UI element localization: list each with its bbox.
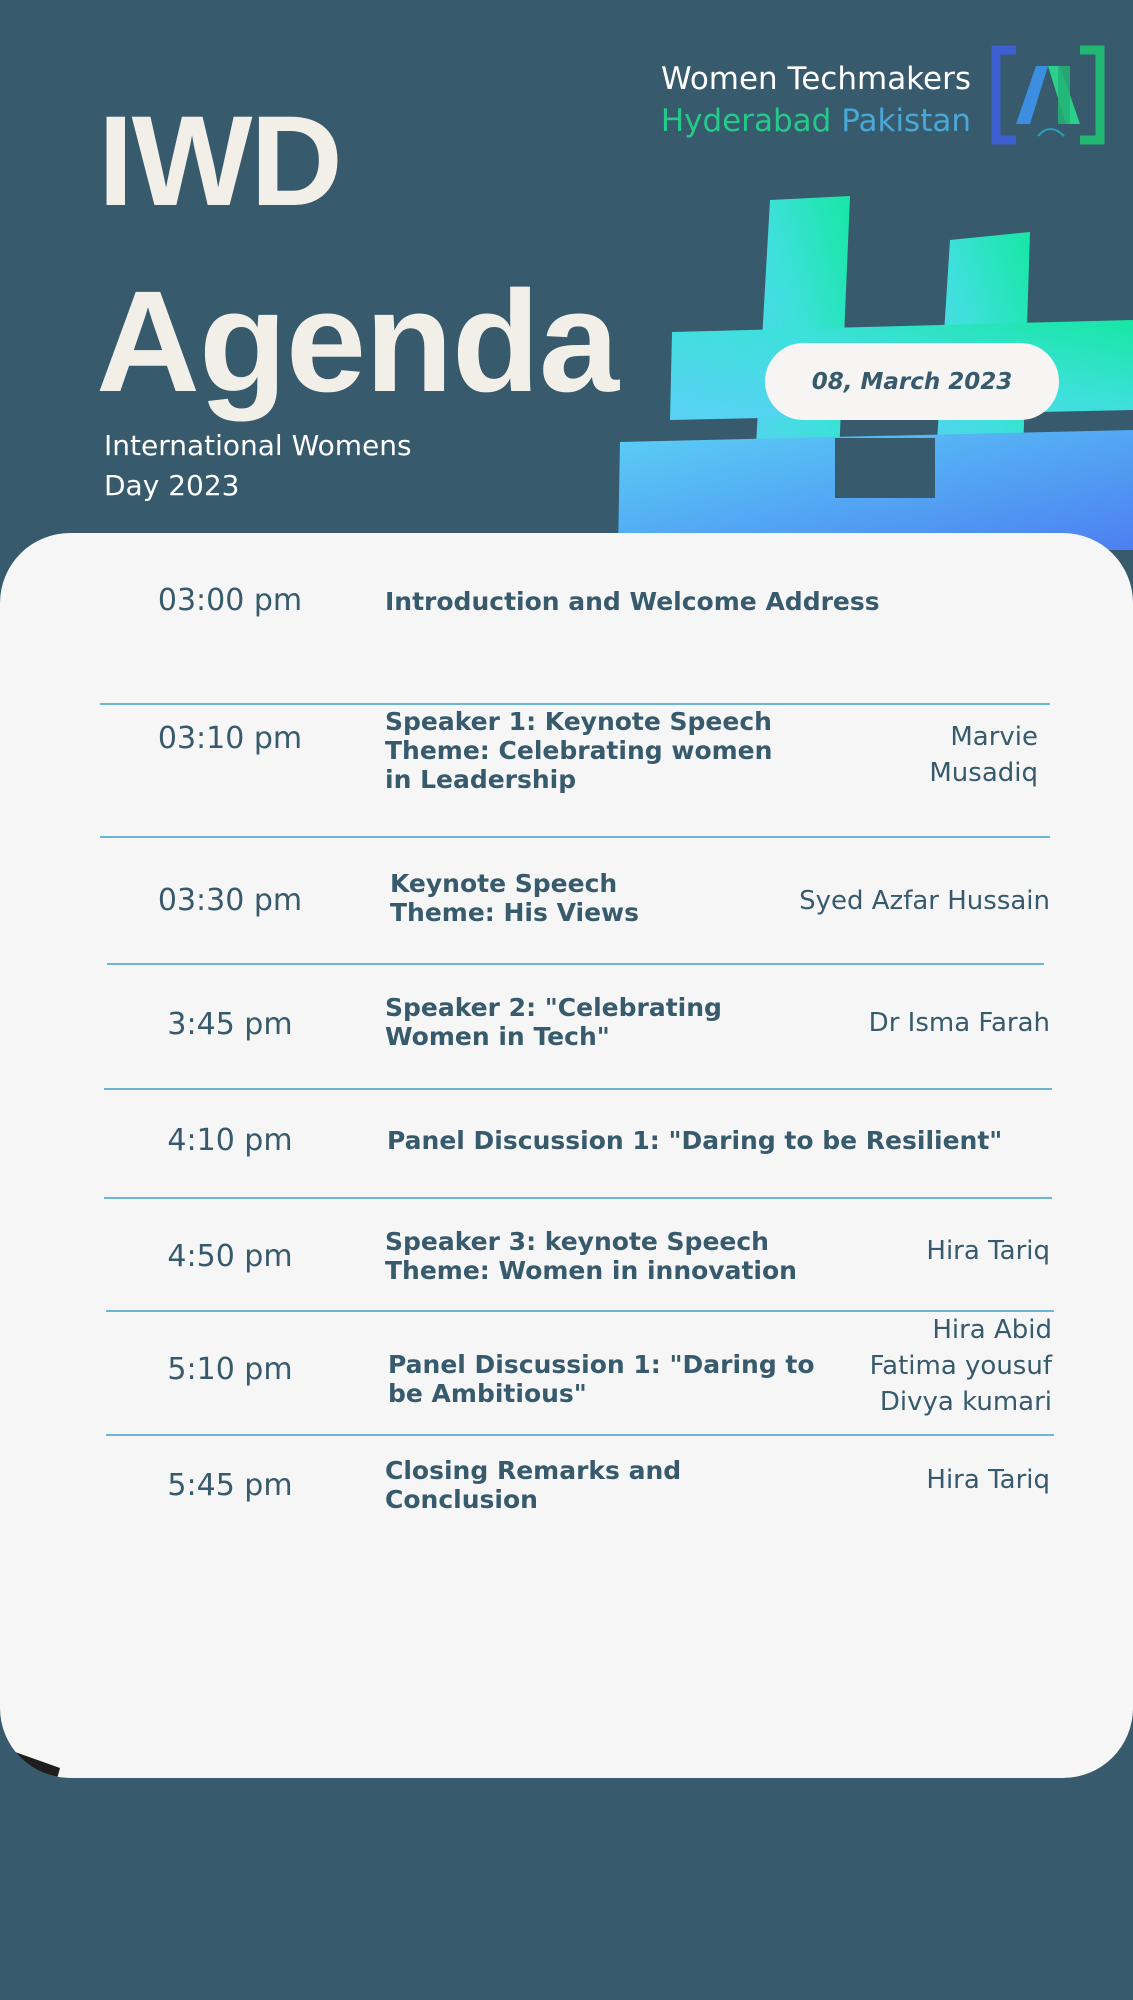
row-divider: [100, 836, 1050, 838]
event-subtitle: International Womens Day 2023: [104, 429, 412, 502]
agenda-speaker: Dr Isma Farah: [868, 1008, 1050, 1038]
agenda-speaker: Syed Azfar Hussain: [799, 886, 1050, 916]
agenda-card: [0, 533, 1133, 1778]
agenda-speaker: Hira Tariq: [926, 1465, 1050, 1495]
agenda-time: 3:45 pm: [167, 1007, 293, 1042]
row-divider: [104, 1197, 1052, 1199]
agenda-speaker: Hira Abid Fatima yousuf Divya kumari: [869, 1315, 1052, 1417]
agenda-speaker: Marvie Musadiq: [929, 722, 1038, 788]
agenda-time: 4:50 pm: [167, 1239, 293, 1274]
agenda-time: 4:10 pm: [167, 1123, 293, 1158]
agenda-topic: Closing Remarks and Conclusion: [385, 1456, 682, 1514]
row-divider: [106, 1434, 1054, 1436]
agenda-time: 03:10 pm: [157, 721, 303, 756]
agenda-topic: Keynote Speech Theme: His Views: [390, 869, 639, 927]
page-title-iwd: IWD: [98, 90, 341, 233]
agenda-topic: Introduction and Welcome Address: [385, 587, 880, 616]
agenda-time: 03:30 pm: [157, 883, 303, 918]
org-brand: [661, 58, 971, 142]
agenda-topic: Speaker 2: "Celebrating Women in Tech": [385, 993, 722, 1051]
event-date-badge: 08, March 2023: [765, 343, 1059, 420]
org-location: [661, 100, 971, 142]
asterisk-graphic: [0, 1693, 180, 1778]
agenda-topic: Panel Discussion 1: "Daring to be Ambitious": [388, 1350, 815, 1408]
row-divider: [104, 1088, 1052, 1090]
agenda-time: 5:10 pm: [167, 1352, 293, 1387]
agenda-time: 5:45 pm: [167, 1468, 293, 1503]
agenda-topic: Speaker 3: keynote Speech Theme: Women in innovation: [385, 1227, 797, 1285]
women-techmakers-logo: [988, 44, 1108, 148]
agenda-row: [100, 583, 1050, 663]
row-divider: [100, 703, 1050, 705]
agenda-topic: Speaker 1: Keynote Speech Theme: Celebrating women in Leadership: [385, 707, 773, 794]
page-title-agenda: Agenda: [96, 261, 619, 422]
org-name: Women Techmakers: [660, 61, 971, 97]
agenda-speaker: Hira Tariq: [926, 1236, 1050, 1266]
agenda-topic: Panel Discussion 1: "Daring to be Resilient": [387, 1126, 1003, 1155]
row-divider: [107, 963, 1044, 965]
org-country: Pakistan: [841, 103, 971, 139]
agenda-time: 03:00 pm: [157, 583, 303, 618]
org-city: Hyderabad: [660, 103, 832, 139]
